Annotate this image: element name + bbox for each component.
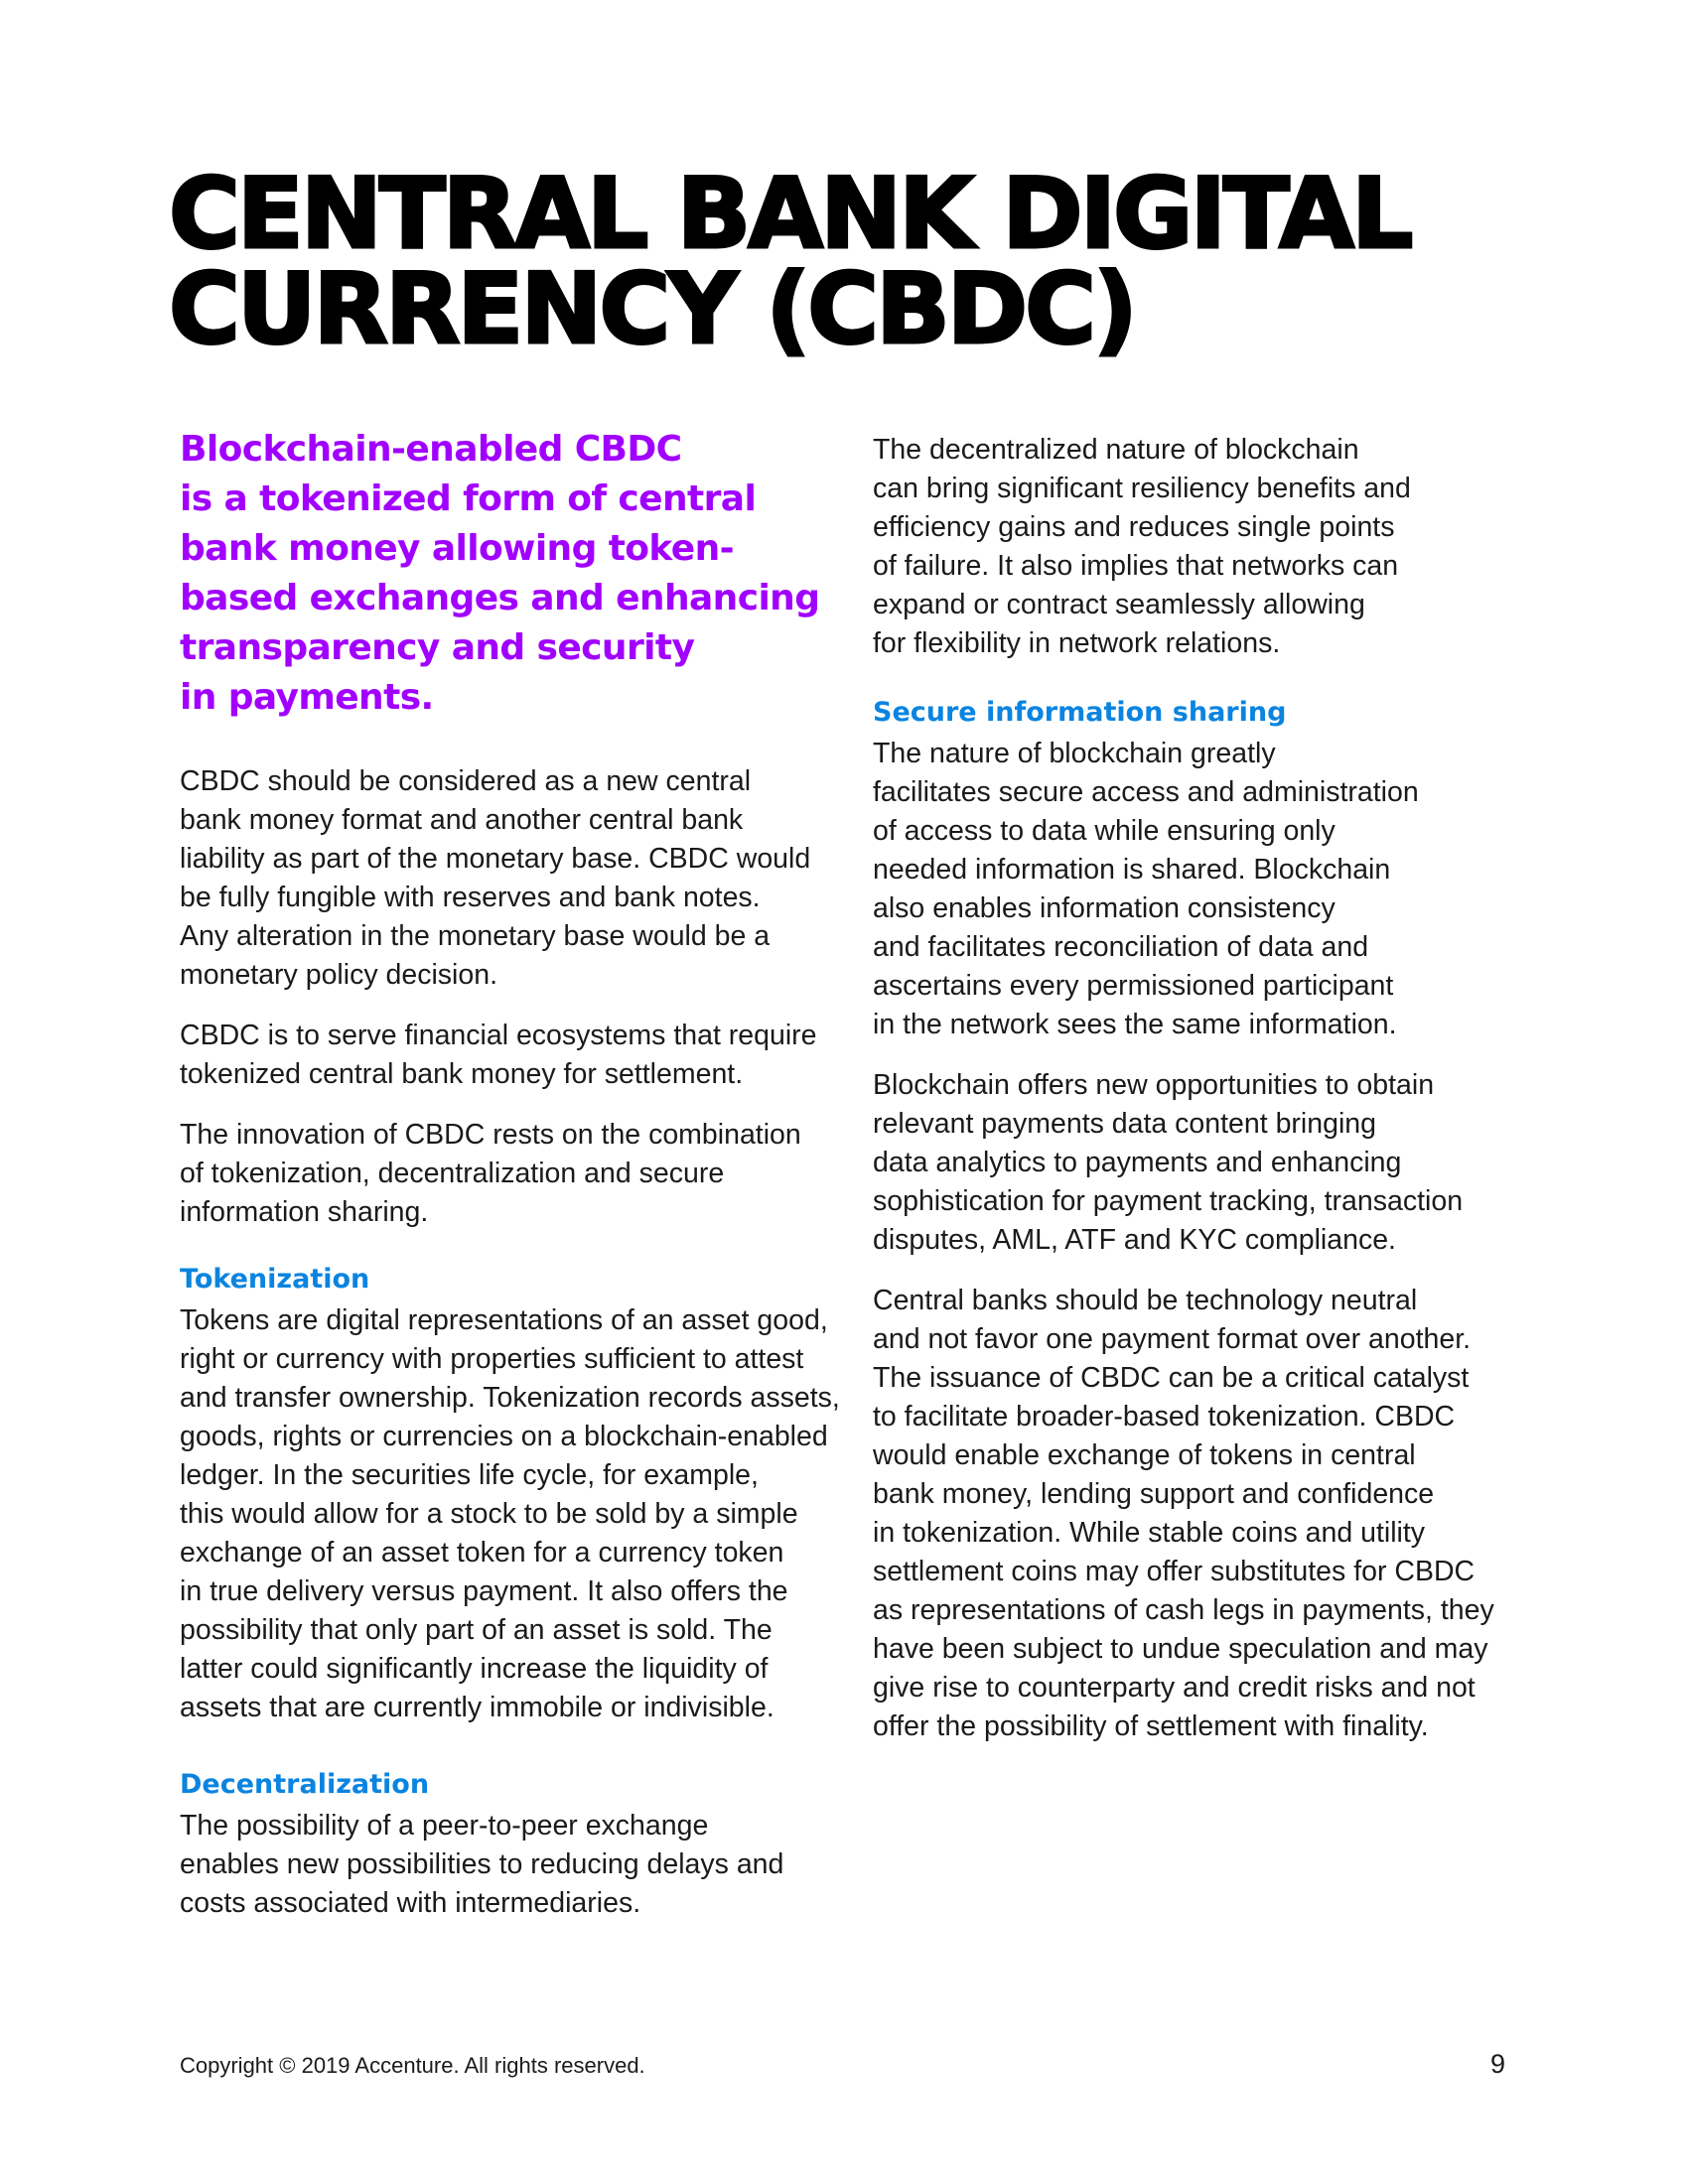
text-line: Blockchain offers new opportunities to obtain — [873, 1069, 1435, 1101]
text-line: relevant payments data content bringing — [873, 1108, 1376, 1140]
paragraph-technology-neutral — [873, 1282, 1528, 1746]
text-line: bank money, lending support and confidence — [873, 1478, 1435, 1510]
text-line: CBDC should be considered as a new central — [180, 765, 752, 797]
lead-line: is a tokenized form of central — [180, 478, 757, 519]
page-number: 9 — [1489, 2049, 1505, 2079]
lead-line: transparency and security — [180, 627, 695, 668]
text-line: goods, rights or currencies on a blockchain-enabled — [180, 1421, 828, 1452]
text-line: and facilitates reconciliation of data and — [873, 931, 1369, 963]
text-line: be fully fungible with reserves and bank notes. — [180, 882, 761, 913]
text-line: of failure. It also implies that networks can — [873, 550, 1399, 582]
text-line: bank money format and another central bank — [180, 804, 744, 836]
text-line: The innovation of CBDC rests on the combination — [180, 1119, 801, 1151]
text-line: The possibility of a peer-to-peer exchange — [180, 1810, 709, 1842]
text-line: sophistication for payment tracking, transaction — [873, 1185, 1464, 1217]
paragraph-decentralization — [180, 1807, 835, 1923]
paragraph-cbdc-purpose — [180, 1017, 835, 1094]
text-line: costs associated with intermediaries. — [180, 1887, 641, 1919]
page-title-line-1: CENTRAL BANK DIGITAL — [169, 158, 1411, 271]
lead-line: in payments. — [180, 677, 434, 718]
lead-statement — [180, 425, 835, 723]
text-line: can bring significant resiliency benefits and — [873, 473, 1411, 504]
copyright-notice: Copyright © 2019 Accenture. All rights reserved. — [180, 2053, 645, 2078]
text-line: right or currency with properties sufficient to attest — [180, 1343, 804, 1375]
text-line: needed information is shared. Blockchain — [873, 854, 1391, 886]
text-line: disputes, AML, ATF and KYC compliance. — [873, 1224, 1396, 1256]
page-title — [169, 158, 1539, 366]
text-line: also enables information consistency — [873, 892, 1336, 924]
text-line: in tokenization. While stable coins and utility — [873, 1517, 1426, 1549]
text-line: The issuance of CBDC can be a critical catalyst — [873, 1362, 1470, 1394]
text-line: enables new possibilities to reducing delays and — [180, 1848, 784, 1880]
text-line: possibility that only part of an asset is sold. The — [180, 1614, 773, 1646]
text-line: monetary policy decision. — [180, 959, 497, 991]
text-line: of access to data while ensuring only — [873, 815, 1336, 847]
text-line: for flexibility in network relations. — [873, 627, 1281, 659]
text-line: The nature of blockchain greatly — [873, 738, 1276, 769]
text-line: have been subject to undue speculation and may — [873, 1633, 1488, 1665]
text-line: in the network sees the same information. — [873, 1009, 1397, 1040]
text-line: give rise to counterparty and credit risks and not — [873, 1672, 1476, 1704]
text-line: as representations of cash legs in payments, they — [873, 1594, 1494, 1626]
text-line: efficiency gains and reduces single points — [873, 511, 1395, 543]
paragraph-payments-data — [873, 1066, 1528, 1260]
lead-line: based exchanges and enhancing — [180, 578, 820, 618]
left-column — [180, 425, 840, 1945]
paragraph-cbdc-innovation — [180, 1116, 835, 1232]
text-line: Tokens are digital representations of an asset good, — [180, 1304, 828, 1336]
text-line: exchange of an asset token for a currency token — [180, 1537, 784, 1569]
lead-line: Blockchain-enabled CBDC — [180, 429, 682, 470]
text-line: ledger. In the securities life cycle, for example, — [180, 1459, 759, 1491]
heading-secure-information-sharing: Secure information sharing — [873, 697, 1287, 728]
text-line: Central banks should be technology neutral — [873, 1285, 1418, 1316]
right-column — [873, 431, 1528, 1768]
text-line: liability as part of the monetary base. CBDC would — [180, 843, 811, 875]
text-line: latter could significantly increase the liquidity of — [180, 1653, 769, 1685]
text-line: tokenized central bank money for settlement. — [180, 1058, 744, 1090]
text-line: The decentralized nature of blockchain — [873, 434, 1359, 466]
text-line: would enable exchange of tokens in central — [873, 1439, 1416, 1471]
text-line: expand or contract seamlessly allowing — [873, 589, 1365, 620]
text-line: to facilitate broader-based tokenization. CBDC — [873, 1401, 1456, 1433]
heading-tokenization: Tokenization — [180, 1264, 370, 1295]
text-line: data analytics to payments and enhancing — [873, 1147, 1402, 1178]
text-line: offer the possibility of settlement with finality. — [873, 1710, 1429, 1742]
paragraph-tokenization — [180, 1301, 840, 1727]
text-line: facilitates secure access and administration — [873, 776, 1419, 808]
text-line: Any alteration in the monetary base would be a — [180, 920, 771, 952]
text-line: settlement coins may offer substitutes for CBDC — [873, 1556, 1476, 1587]
paragraph-cbdc-definition — [180, 762, 835, 995]
text-line: CBDC is to serve financial ecosystems that require — [180, 1020, 817, 1051]
text-line: and transfer ownership. Tokenization records assets, — [180, 1382, 840, 1414]
text-line: assets that are currently immobile or indivisible. — [180, 1692, 774, 1723]
lead-line: bank money allowing token- — [180, 528, 734, 569]
page-title-line-2: CURRENCY (CBDC) — [169, 253, 1135, 366]
paragraph-secure-sharing — [873, 735, 1528, 1044]
text-line: information sharing. — [180, 1196, 429, 1228]
text-line: ascertains every permissioned participant — [873, 970, 1394, 1002]
heading-decentralization: Decentralization — [180, 1769, 430, 1800]
text-line: this would allow for a stock to be sold by a simple — [180, 1498, 798, 1530]
text-line: and not favor one payment format over another. — [873, 1323, 1472, 1355]
paragraph-decentralized-nature — [873, 431, 1528, 663]
text-line: of tokenization, decentralization and secure — [180, 1158, 725, 1189]
text-line: in true delivery versus payment. It also offers the — [180, 1575, 788, 1607]
